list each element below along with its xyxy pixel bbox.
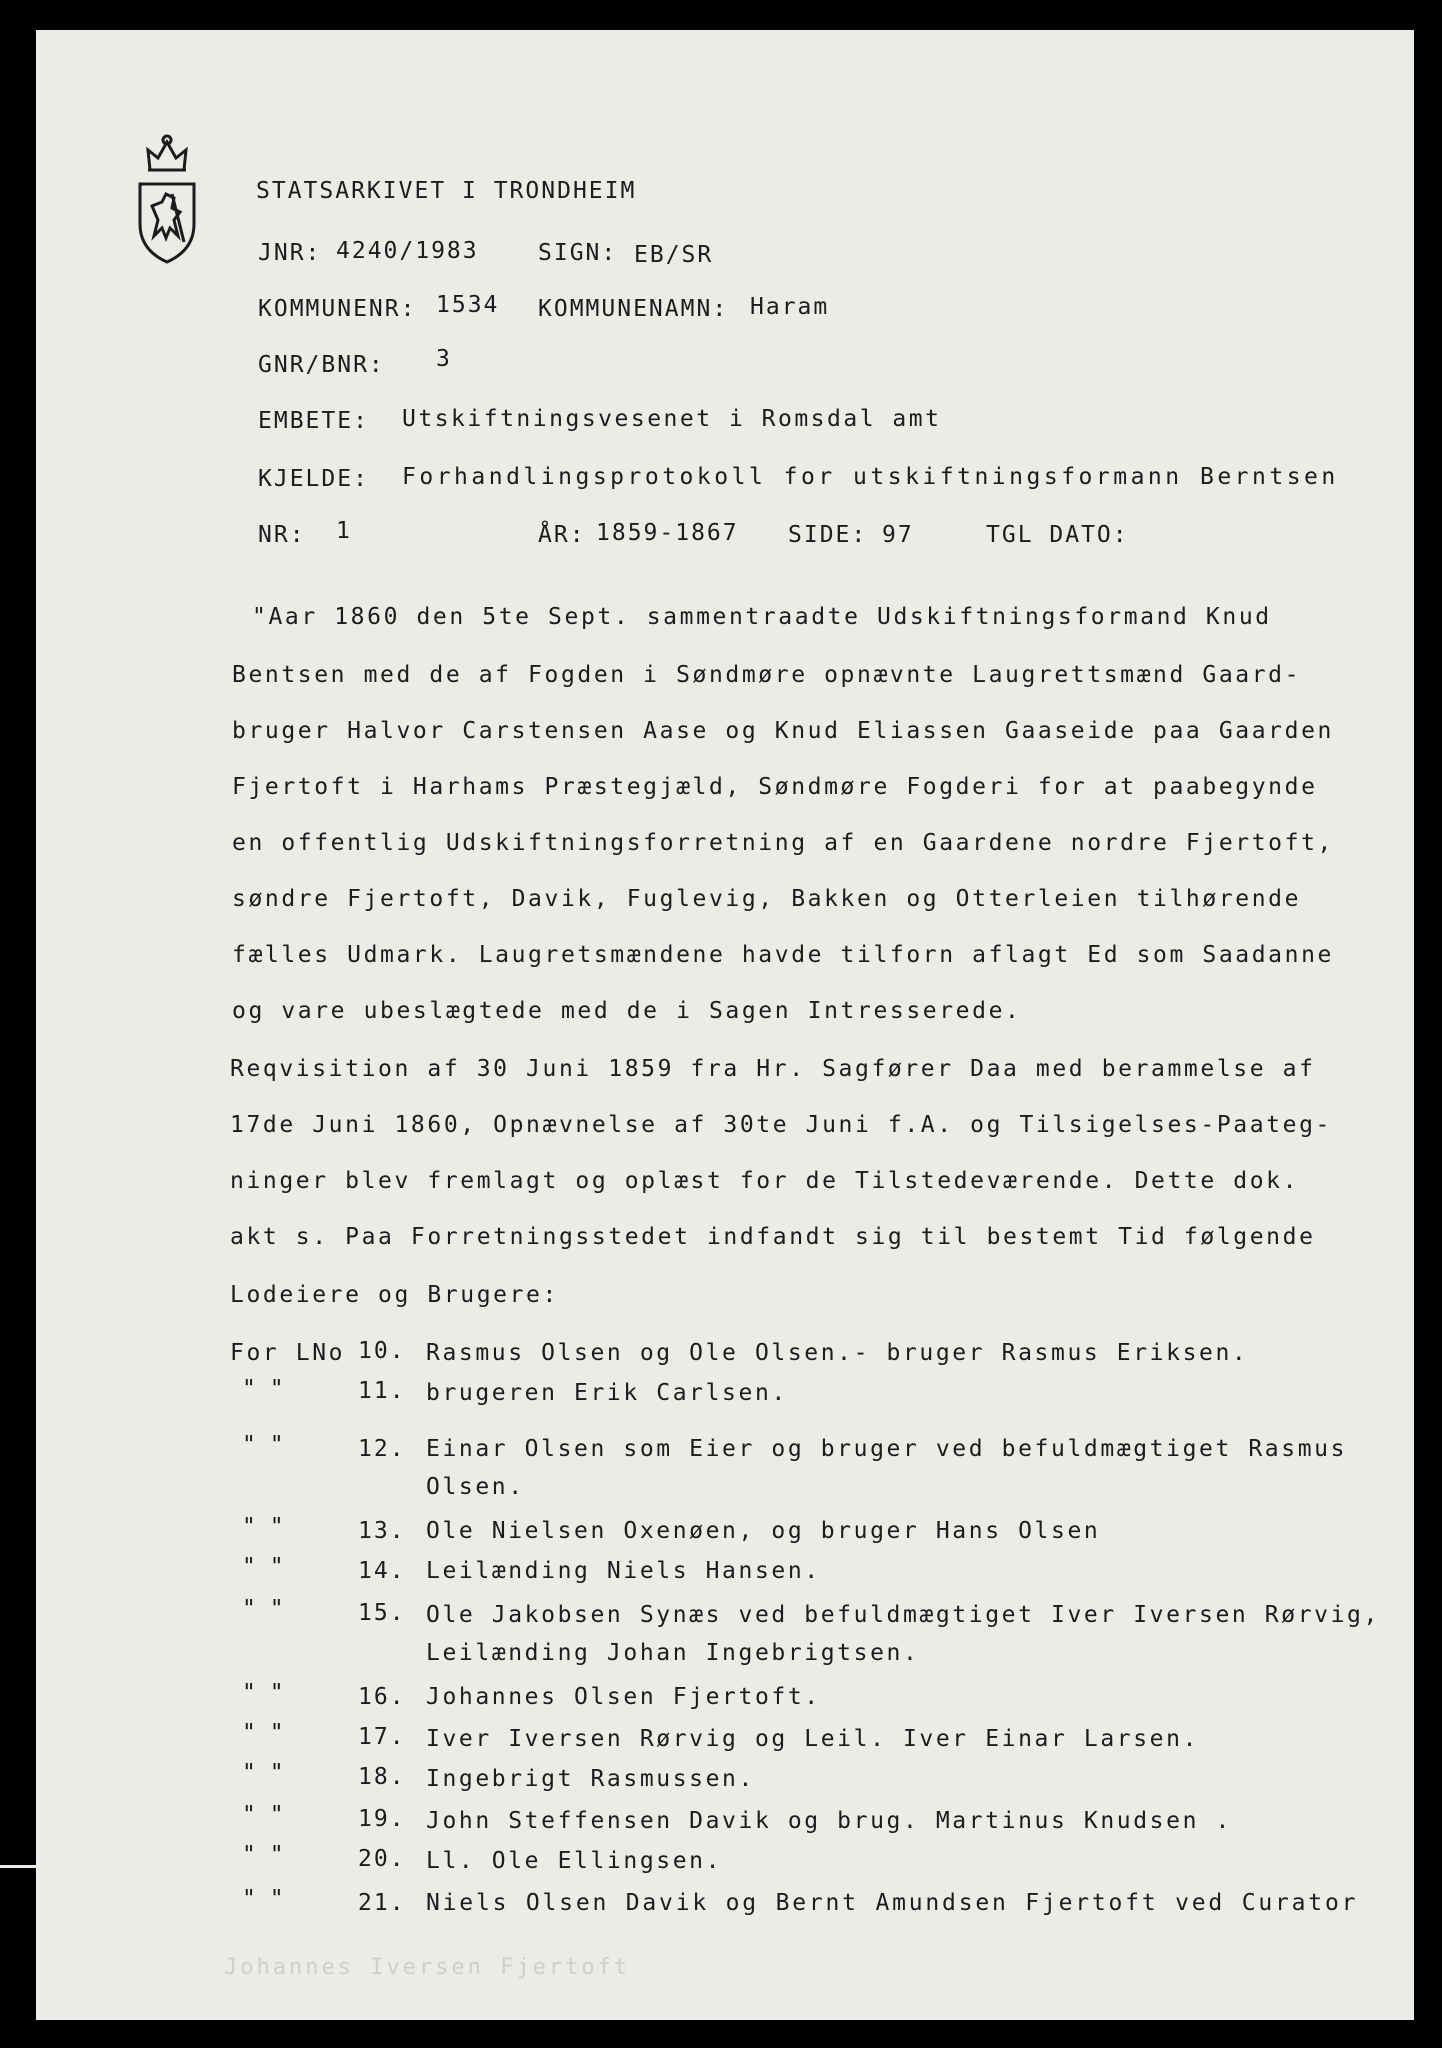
side-label: SIDE:	[788, 522, 868, 548]
ditto-mark: " "	[242, 1432, 284, 1458]
entry-continuation: Olsen.	[426, 1474, 525, 1500]
jnr-value: 4240/1983	[336, 238, 479, 264]
tgl-dato-label: TGL DATO:	[986, 522, 1129, 548]
ditto-mark: " "	[242, 1514, 284, 1540]
entry-text: Einar Olsen som Eier og bruger ved befuldmægtiget Rasmus	[426, 1436, 1348, 1462]
entry-text: Iver Iversen Rørvig og Leil. Iver Einar Larsen.	[426, 1726, 1200, 1752]
entry-text: Niels Olsen Davik og Bernt Amundsen Fjertoft ved Curator	[426, 1890, 1359, 1916]
kommunenr-value: 1534	[436, 292, 500, 318]
ditto-mark: " "	[242, 1680, 284, 1706]
kjelde-value: Forhandlingsprotokoll for utskiftningsformann Berntsen	[402, 464, 1339, 490]
entry-text: Rasmus Olsen og Ole Olsen.- bruger Rasmus Eriksen.	[426, 1340, 1249, 1366]
kommunenr-label: KOMMUNENR:	[258, 296, 417, 322]
body-line: fælles Udmark. Laugretsmændene havde tilforn aflagt Ed som Saadanne	[232, 942, 1334, 968]
body-line: Reqvisition af 30 Juni 1859 fra Hr. Sagfører Daa med berammelse af	[230, 1056, 1316, 1082]
bleed-through-text: Johannes Iversen Fjertoft	[224, 1955, 631, 1980]
body-line: Lodeiere og Brugere:	[230, 1282, 559, 1308]
entry-text: Johannes Olsen Fjertoft.	[426, 1684, 821, 1710]
kommunenamn-value: Haram	[750, 294, 830, 320]
coat-of-arms-icon	[136, 132, 198, 264]
ditto-mark: " "	[242, 1554, 284, 1580]
document-page	[36, 30, 1414, 2020]
body-line: og vare ubeslægtede med de i Sagen Intresserede.	[232, 998, 1022, 1024]
entry-text: Ingebrigt Rasmussen.	[426, 1766, 755, 1792]
body-line: "Aar 1860 den 5te Sept. sammentraadte Udskiftningsformand Knud	[252, 604, 1272, 630]
entry-number: 15.	[358, 1600, 406, 1626]
ar-label: ÅR:	[538, 522, 586, 548]
ditto-mark: " "	[242, 1596, 284, 1622]
body-line: en offentlig Udskiftningsforretning af en Gaardene nordre Fjertoft,	[232, 830, 1334, 856]
archive-title: STATSARKIVET I TRONDHEIM	[256, 178, 637, 204]
ditto-mark: " "	[242, 1376, 284, 1402]
entry-text: brugeren Erik Carlsen.	[426, 1380, 788, 1406]
entry-number: 18.	[358, 1764, 406, 1790]
entry-number: 14.	[358, 1558, 406, 1584]
entries-prefix: For LNo	[230, 1340, 346, 1366]
kommunenamn-label: KOMMUNENAMN:	[538, 296, 729, 322]
ar-value: 1859-1867	[596, 520, 739, 546]
entry-text: Leilænding Niels Hansen.	[426, 1558, 821, 1584]
nr-label: NR:	[258, 522, 306, 548]
entry-text: John Steffensen Davik og brug. Martinus Knudsen .	[426, 1808, 1232, 1834]
ditto-mark: " "	[242, 1760, 284, 1786]
entry-number: 11.	[358, 1378, 406, 1404]
ditto-mark: " "	[242, 1842, 284, 1868]
entry-number: 20.	[358, 1846, 406, 1872]
ditto-mark: " "	[242, 1802, 284, 1828]
entry-text: Ole Nielsen Oxenøen, og bruger Hans Olsen	[426, 1518, 1101, 1544]
entry-number: 19.	[358, 1806, 406, 1832]
body-line: Fjertoft i Harhams Præstegjæld, Søndmøre Fogderi for at paabegynde	[232, 774, 1318, 800]
ditto-mark: " "	[242, 1720, 284, 1746]
sign-label: SIGN:	[538, 240, 618, 266]
entry-text: Ole Jakobsen Synæs ved befuldmægtiget Iver Iversen Rørvig,	[426, 1602, 1380, 1628]
body-line: Bentsen med de af Fogden i Søndmøre opnævnte Laugrettsmænd Gaard-	[232, 662, 1302, 688]
body-line: 17de Juni 1860, Opnævnelse af 30te Juni f.A. og Tilsigelses-Paateg-	[230, 1112, 1332, 1138]
body-line: bruger Halvor Carstensen Aase og Knud Eliassen Gaaseide paa Gaarden	[232, 718, 1334, 744]
side-value: 97	[882, 522, 914, 548]
embete-label: EMBETE:	[258, 408, 369, 434]
entry-number: 21.	[358, 1890, 406, 1916]
body-line: ninger blev fremlagt og oplæst for de Tilstedeværende. Dette dok.	[230, 1168, 1300, 1194]
entry-text: Ll. Ole Ellingsen.	[426, 1848, 723, 1874]
entry-number: 16.	[358, 1684, 406, 1710]
entry-continuation: Leilænding Johan Ingebrigtsen.	[426, 1640, 920, 1666]
embete-value: Utskiftningsvesenet i Romsdal amt	[402, 406, 942, 432]
margin-tick	[0, 1865, 56, 1868]
gnrbnr-value: 3	[436, 346, 452, 372]
body-line: akt s. Paa Forretningsstedet indfandt sig til bestemt Tid følgende	[230, 1224, 1316, 1250]
gnrbnr-label: GNR/BNR:	[258, 352, 385, 378]
body-line: søndre Fjertoft, Davik, Fuglevig, Bakken og Otterleien tilhørende	[232, 886, 1302, 912]
sign-value: EB/SR	[634, 242, 714, 268]
kjelde-label: KJELDE:	[258, 466, 369, 492]
entry-number: 12.	[358, 1436, 406, 1462]
entry-number: 13.	[358, 1518, 406, 1544]
jnr-label: JNR:	[258, 240, 322, 266]
entry-number: 17.	[358, 1724, 406, 1750]
entry-number: 10.	[358, 1338, 406, 1364]
ditto-mark: " "	[242, 1886, 284, 1912]
nr-value: 1	[336, 518, 352, 544]
